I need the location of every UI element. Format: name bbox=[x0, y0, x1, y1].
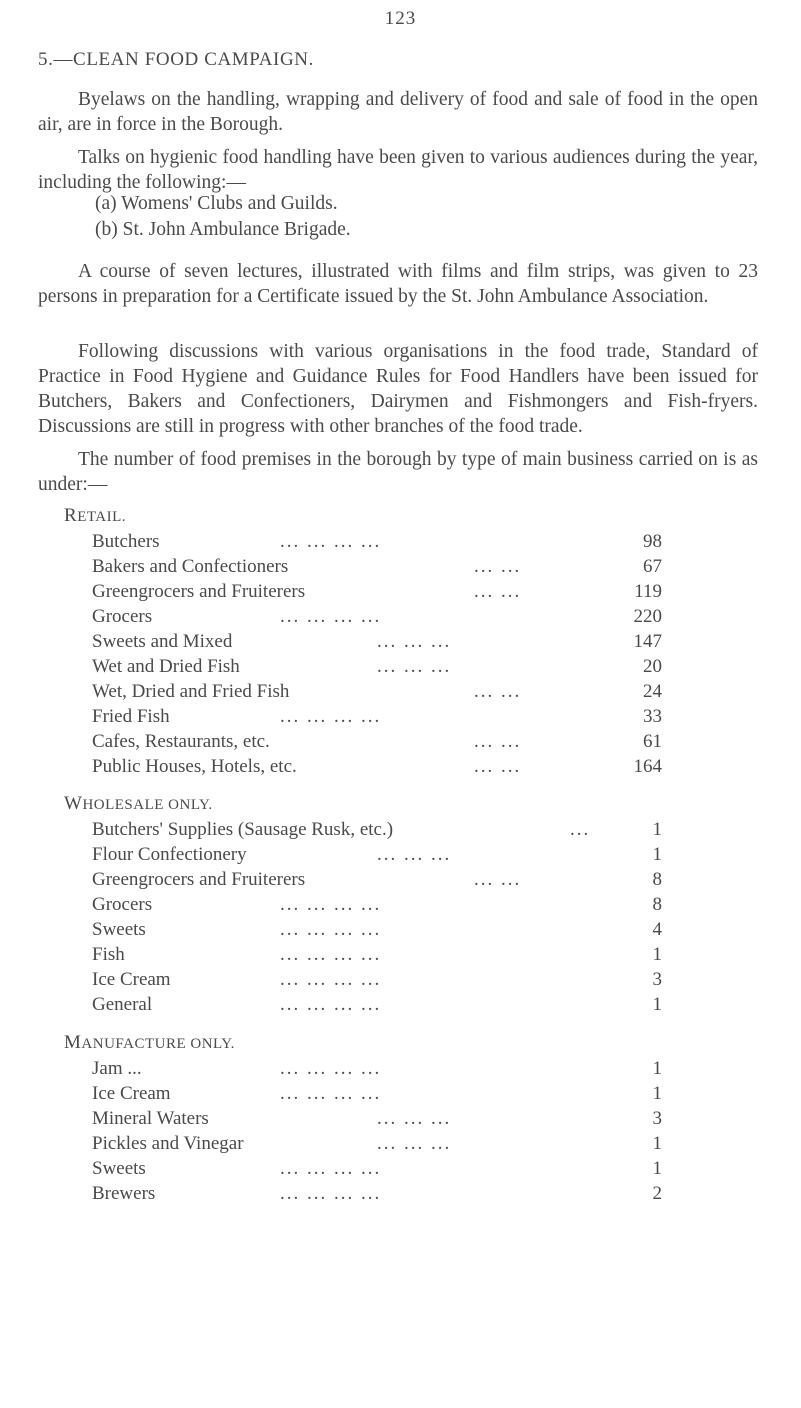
section-title-manufacture: MANUFACTURE ONLY. bbox=[64, 1032, 235, 1053]
table-row: Mineral Waters ... ... ... 3 bbox=[92, 1108, 662, 1129]
table-row: Grocers ... ... ... ... 220 bbox=[92, 606, 662, 627]
section-title-retail: RETAIL. bbox=[64, 505, 127, 526]
table-row: Sweets ... ... ... ... 4 bbox=[92, 919, 662, 940]
table-row: Wet and Dried Fish ... ... ... 20 bbox=[92, 656, 662, 677]
table-row: Bakers and Confectioners ... ... 67 bbox=[92, 556, 662, 577]
table-row: Pickles and Vinegar ... ... ... 1 bbox=[92, 1133, 662, 1154]
section-title-wholesale: WHOLESALE ONLY. bbox=[64, 793, 213, 814]
table-row: Cafes, Restaurants, etc. ... ... 61 bbox=[92, 731, 662, 752]
paragraph-discussions: Following discussions with various organisations in the food trade, Standard of Practice in Food Hygiene and Guidance Rules for Food Handlers have been issued for Butchers, Bakers and Confectioners, Dairymen and Fishmongers and Fish-fryers. Discussions are still in progress with other branches of the food trade. bbox=[38, 341, 758, 437]
table-row: Greengrocers and Fruiterers ... ... 8 bbox=[92, 869, 662, 890]
table-row: Fried Fish ... ... ... ... 33 bbox=[92, 706, 662, 727]
table-row: Sweets and Mixed ... ... ... 147 bbox=[92, 631, 662, 652]
paragraph-byelaws: Byelaws on the handling, wrapping and delivery of food and sale of food in the open air, are in force in the Borough. bbox=[38, 89, 758, 135]
table-row: Ice Cream ... ... ... ... 3 bbox=[92, 969, 662, 990]
table-row: Flour Confectionery ... ... ... 1 bbox=[92, 844, 662, 865]
list-item-b: (b) St. John Ambulance Brigade. bbox=[95, 219, 351, 240]
table-row: Jam ... ... ... ... ... 1 bbox=[92, 1058, 662, 1079]
table-row: Public Houses, Hotels, etc. ... ... 164 bbox=[92, 756, 662, 777]
table-row: Ice Cream ... ... ... ... 1 bbox=[92, 1083, 662, 1104]
table-row: Sweets ... ... ... ... 1 bbox=[92, 1158, 662, 1179]
table-row: General ... ... ... ... 1 bbox=[92, 994, 662, 1015]
table-row: Grocers ... ... ... ... 8 bbox=[92, 894, 662, 915]
list-item-a: (a) Womens' Clubs and Guilds. bbox=[95, 193, 338, 214]
paragraph-lectures: A course of seven lectures, illustrated with films and film strips, was given to 23 persons in preparation for a Certificate issued by the St. John Ambulance Association. bbox=[38, 261, 758, 307]
table-row: Greengrocers and Fruiterers ... ... 119 bbox=[92, 581, 662, 602]
table-row: Wet, Dried and Fried Fish ... ... 24 bbox=[92, 681, 662, 702]
paragraph-talks: Talks on hygienic food handling have been given to various audiences during the year, including the following:— bbox=[38, 147, 758, 193]
table-row: Fish ... ... ... ... 1 bbox=[92, 944, 662, 965]
page-number: 123 bbox=[384, 8, 417, 29]
section-heading: 5.—CLEAN FOOD CAMPAIGN. bbox=[38, 49, 314, 70]
table-row: Butchers ... ... ... ... 98 bbox=[92, 531, 662, 552]
table-row: Butchers' Supplies (Sausage Rusk, etc.) ... 1 bbox=[92, 819, 662, 840]
paragraph-premises: The number of food premises in the borough by type of main business carried on is as under:— bbox=[38, 449, 758, 495]
table-row: Brewers ... ... ... ... 2 bbox=[92, 1183, 662, 1204]
